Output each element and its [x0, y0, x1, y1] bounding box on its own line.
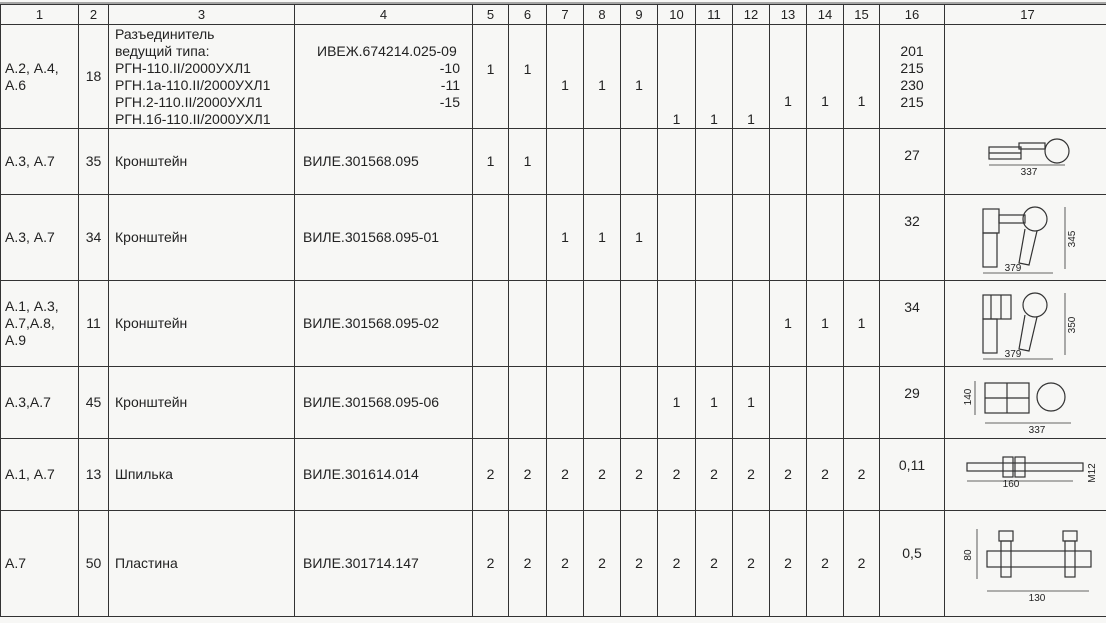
quantity-col-7: 1 [547, 25, 584, 129]
item-name-line: Кронштейн [115, 394, 188, 410]
designation [295, 439, 473, 511]
sketch-cell [945, 511, 1106, 617]
item-name-line: РГН.1б-110.II/2000УХЛ1 [115, 110, 271, 127]
quantity-col-7 [547, 281, 584, 367]
quantity-col-6 [509, 367, 547, 439]
mass-value-line: 201 [900, 42, 924, 59]
quantity-col-12: 1 [733, 367, 770, 439]
mass-value [880, 195, 945, 281]
column-header-6: 6 [509, 5, 547, 25]
reference-cell-line: А.9 [5, 332, 27, 348]
quantity-col-8 [584, 281, 621, 367]
dimension-label: M12 [1086, 462, 1098, 483]
position-number: 45 [79, 367, 109, 439]
quantity-col-15: 2 [844, 439, 880, 511]
position-number: 34 [79, 195, 109, 281]
column-header-11: 11 [696, 5, 733, 25]
dimension-label: 379 [1004, 262, 1021, 274]
column-header-3: 3 [109, 5, 295, 25]
column-header-5: 5 [473, 5, 509, 25]
dimension-label: 345 [1066, 230, 1078, 247]
plate-drawing [953, 515, 1103, 613]
quantity-col-7 [547, 129, 584, 195]
quantity-col-15 [844, 367, 880, 439]
quantity-col-9 [621, 129, 658, 195]
position-number: 50 [79, 511, 109, 617]
designation-line: -11 [440, 76, 460, 93]
quantity-col-6: 1 [509, 25, 547, 129]
table-row [1, 129, 1106, 195]
designation-line: ВИЛЕ.301614.014 [303, 466, 419, 482]
quantity-col-6: 2 [509, 439, 547, 511]
mass-value-line: 215 [900, 93, 924, 110]
designation [295, 129, 473, 195]
item-name [109, 195, 295, 281]
quantity-col-8: 2 [584, 511, 621, 617]
column-header-10: 10 [658, 5, 696, 25]
quantity-col-5: 2 [473, 511, 509, 617]
quantity-col-12 [733, 281, 770, 367]
mass-value [880, 511, 945, 617]
quantity-col-14 [807, 129, 844, 195]
quantity-col-7 [547, 367, 584, 439]
column-header-1: 1 [1, 5, 79, 25]
designation-line: -10 [439, 59, 460, 76]
quantity-col-12 [733, 195, 770, 281]
reference-cell-line: А.6 [5, 76, 27, 93]
quantity-col-9: 1 [621, 25, 658, 129]
quantity-col-6: 2 [509, 511, 547, 617]
item-name-line: Шпилька [115, 466, 173, 482]
reference-cell-line: А.3,А.7 [5, 394, 51, 410]
quantity-col-10 [658, 195, 696, 281]
position-number: 35 [79, 129, 109, 195]
quantity-col-5: 1 [473, 129, 509, 195]
mass-value [880, 281, 945, 367]
quantity-col-13: 1 [770, 281, 807, 367]
quantity-col-8: 1 [584, 195, 621, 281]
bracket-a-drawing [953, 133, 1103, 191]
quantity-col-11 [696, 129, 733, 195]
designation-line: -15 [439, 93, 460, 110]
quantity-col-14 [807, 195, 844, 281]
designation-line: ВИЛЕ.301568.095-01 [303, 229, 440, 245]
mass-value-line: 215 [900, 59, 924, 76]
quantity-col-10: 2 [658, 439, 696, 511]
mass-value-line: 32 [904, 213, 920, 229]
quantity-col-13 [770, 129, 807, 195]
quantity-col-5 [473, 195, 509, 281]
designation-line: ВИЛЕ.301714.147 [303, 555, 419, 571]
mass-value-line: 27 [904, 147, 920, 163]
sketch-cell [945, 195, 1106, 281]
sketch-cell [945, 129, 1106, 195]
quantity-col-6 [509, 281, 547, 367]
position-number: 13 [79, 439, 109, 511]
reference-cell-line: А.7 [5, 555, 27, 571]
dimension-label: 140 [962, 388, 974, 405]
table-row [1, 511, 1106, 617]
reference-cell-line: А.1, А.7 [5, 466, 55, 482]
quantity-col-11: 1 [696, 25, 733, 129]
column-header-15: 15 [844, 5, 880, 25]
quantity-col-10 [658, 129, 696, 195]
quantity-col-12: 1 [733, 25, 770, 129]
quantity-col-7: 2 [547, 511, 584, 617]
quantity-col-15: 1 [844, 25, 880, 129]
quantity-col-9: 2 [621, 511, 658, 617]
table-row [1, 195, 1106, 281]
specification-table [0, 4, 1106, 617]
designation [295, 281, 473, 367]
quantity-col-9 [621, 281, 658, 367]
quantity-col-9 [621, 367, 658, 439]
quantity-col-9: 1 [621, 195, 658, 281]
column-header-8: 8 [584, 5, 621, 25]
stud-drawing [953, 443, 1103, 507]
quantity-col-11 [696, 281, 733, 367]
quantity-col-11: 2 [696, 511, 733, 617]
quantity-col-12: 2 [733, 511, 770, 617]
quantity-col-14: 2 [807, 511, 844, 617]
item-name [109, 511, 295, 617]
designation [295, 511, 473, 617]
column-header-2: 2 [79, 5, 109, 25]
mass-value-line: 0,5 [902, 545, 922, 561]
designation [295, 25, 473, 129]
quantity-col-8: 2 [584, 439, 621, 511]
reference-cell-line: А.3, А.7 [5, 153, 55, 169]
quantity-col-5 [473, 367, 509, 439]
mass-value [880, 129, 945, 195]
item-name-line: РГН.2-110.II/2000УХЛ1 [115, 93, 263, 110]
dimension-label: 337 [1020, 166, 1037, 178]
quantity-col-6: 1 [509, 129, 547, 195]
quantity-col-15 [844, 129, 880, 195]
table-row [1, 367, 1106, 439]
column-header-12: 12 [733, 5, 770, 25]
quantity-col-15: 1 [844, 281, 880, 367]
table-row [1, 439, 1106, 511]
quantity-col-5: 2 [473, 439, 509, 511]
quantity-col-8 [584, 129, 621, 195]
quantity-col-10: 1 [658, 25, 696, 129]
quantity-col-11 [696, 195, 733, 281]
bracket-b-drawing [953, 199, 1103, 277]
mass-value-line: 230 [900, 76, 924, 93]
position-number: 18 [79, 25, 109, 129]
item-name [109, 129, 295, 195]
bracket-c-drawing [953, 285, 1103, 363]
quantity-col-6 [509, 195, 547, 281]
quantity-col-7: 2 [547, 439, 584, 511]
column-header-14: 14 [807, 5, 844, 25]
reference-cell-line: А.7,А.8, [5, 315, 55, 331]
quantity-col-12: 2 [733, 439, 770, 511]
quantity-col-7: 1 [547, 195, 584, 281]
quantity-col-15 [844, 195, 880, 281]
mass-value [880, 25, 945, 129]
item-name [109, 25, 295, 129]
item-name [109, 367, 295, 439]
quantity-col-13: 2 [770, 439, 807, 511]
quantity-col-13 [770, 195, 807, 281]
item-name-line: Кронштейн [115, 315, 188, 331]
quantity-col-5: 1 [473, 25, 509, 129]
quantity-col-11: 1 [696, 367, 733, 439]
quantity-col-15: 2 [844, 511, 880, 617]
designation-line: ВИЛЕ.301568.095 [303, 153, 419, 169]
sketch-empty [953, 29, 1103, 125]
quantity-col-9: 2 [621, 439, 658, 511]
column-header-13: 13 [770, 5, 807, 25]
designation-line: ВИЛЕ.301568.095-06 [303, 394, 440, 410]
designation [295, 367, 473, 439]
reference-cell-line: А.1, А.3, [5, 298, 59, 314]
reference-cell [1, 25, 79, 129]
quantity-col-14: 2 [807, 439, 844, 511]
mass-value [880, 367, 945, 439]
item-name [109, 439, 295, 511]
mass-value-line: 29 [904, 385, 920, 401]
sketch-cell [945, 281, 1106, 367]
quantity-col-14: 1 [807, 25, 844, 129]
reference-cell [1, 195, 79, 281]
column-header-9: 9 [621, 5, 658, 25]
designation-line: ИВЕЖ.674214.025-09 [317, 42, 457, 59]
quantity-col-12 [733, 129, 770, 195]
quantity-col-14 [807, 367, 844, 439]
quantity-col-13: 2 [770, 511, 807, 617]
reference-cell [1, 129, 79, 195]
item-name-line: РГН-110.II/2000УХЛ1 [115, 59, 251, 76]
quantity-col-11: 2 [696, 439, 733, 511]
quantity-col-10 [658, 281, 696, 367]
sketch-cell [945, 25, 1106, 129]
quantity-col-8 [584, 367, 621, 439]
dimension-label: 80 [962, 548, 974, 561]
item-name [109, 281, 295, 367]
column-header-7: 7 [547, 5, 584, 25]
mass-value-line: 0,11 [898, 457, 926, 473]
item-name-line: ведущий типа: [115, 42, 210, 59]
reference-cell [1, 367, 79, 439]
reference-cell [1, 439, 79, 511]
dimension-label: 350 [1066, 316, 1078, 333]
bracket-d-drawing [953, 371, 1103, 435]
column-header-17: 17 [945, 5, 1106, 25]
table-row [1, 281, 1106, 367]
designation [295, 195, 473, 281]
reference-cell-line: А.2, А.4, [5, 59, 59, 76]
table-row [1, 25, 1106, 129]
dimension-label: 130 [1028, 592, 1045, 604]
dimension-label: 337 [1028, 424, 1045, 435]
item-name-line: Разъединитель [115, 25, 215, 42]
quantity-col-5 [473, 281, 509, 367]
dimension-label: 160 [1002, 478, 1019, 490]
quantity-col-13: 1 [770, 25, 807, 129]
reference-cell [1, 281, 79, 367]
item-name-line: Пластина [115, 555, 178, 571]
position-number: 11 [79, 281, 109, 367]
quantity-col-8: 1 [584, 25, 621, 129]
quantity-col-10: 1 [658, 367, 696, 439]
item-name-line: РГН.1а-110.II/2000УХЛ1 [115, 76, 271, 93]
mass-value-line: 34 [904, 299, 920, 315]
column-header-4: 4 [295, 5, 473, 25]
item-name-line: Кронштейн [115, 229, 188, 245]
column-header-16: 16 [880, 5, 945, 25]
quantity-col-13 [770, 367, 807, 439]
quantity-col-10: 2 [658, 511, 696, 617]
reference-cell-line: А.3, А.7 [5, 229, 55, 245]
reference-cell [1, 511, 79, 617]
header-row [1, 5, 1106, 25]
sketch-cell [945, 439, 1106, 511]
quantity-col-14: 1 [807, 281, 844, 367]
dimension-label: 379 [1004, 348, 1021, 360]
sketch-cell [945, 367, 1106, 439]
mass-value [880, 439, 945, 511]
designation-line: ВИЛЕ.301568.095-02 [303, 315, 440, 331]
item-name-line: Кронштейн [115, 153, 188, 169]
